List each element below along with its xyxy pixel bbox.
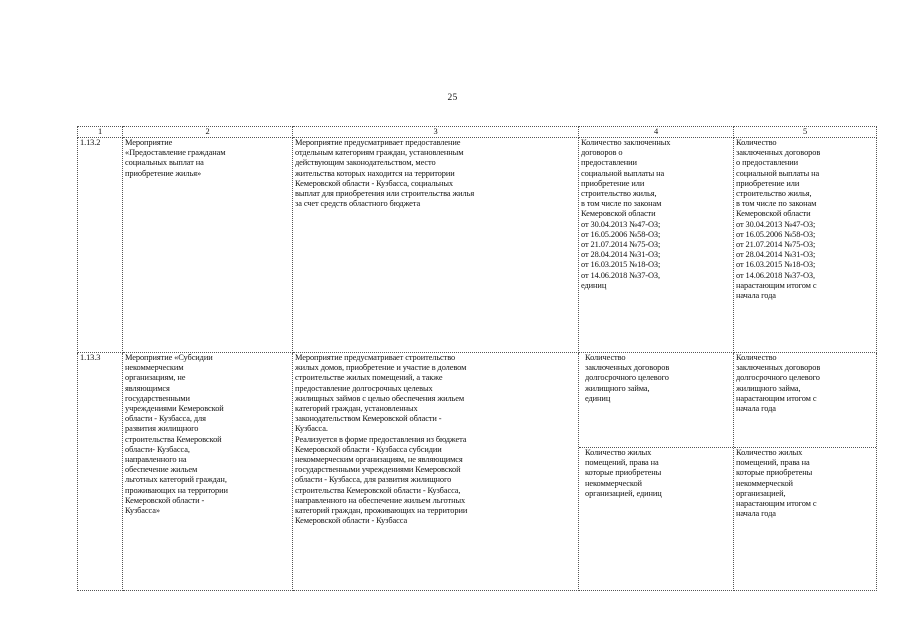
measure-name: Мероприятие «Субсидии некоммерческим организациям, не являющимся государственными учреждениями Кемеровской области - Кузбасса, для развития жилищного строительства Кемеровской области- Кузбасса, направленного на обеспечение жильем льготных категорий граждан, проживающих на территории Кемеровской области - Кузбасса» bbox=[123, 353, 293, 591]
header-cell-2: 2 bbox=[123, 127, 293, 138]
table-row bbox=[78, 138, 877, 353]
measure-description: Мероприятие предусматривает предоставление отдельным категориям граждан, установленным действующим законодательством, место жительства которых находится на территории Кемеровской области - Кузбасса, социальных выплат для приобретения или строительства жилья за счет средств областного бюджета bbox=[293, 138, 579, 353]
indicator-text: Количество жилых помещений, права на которые приобретены некоммерческой организацией, единиц bbox=[585, 448, 662, 498]
calculation-method: Количество заключенных договоров о предоставлении социальной выплаты на приобретение или строительство жилья, в том числе по законам Кемеровской области от 30.04.2013 №47-ОЗ; от 16.05.2006 №58-ОЗ; от 21.07.2014 №75-ОЗ; от 28.04.2014 №31-ОЗ; от 16.03.2015 №18-ОЗ; от 14.06.2018 №37-ОЗ, нарастающим итогом с начала года bbox=[734, 138, 877, 353]
calculation-method-cell bbox=[734, 353, 877, 591]
indicator-text: Количество заключенных договоров долгосрочного целевого жилищного займа, единиц bbox=[579, 353, 733, 448]
header-cell-4: 4 bbox=[579, 127, 734, 138]
row-number: 1.13.3 bbox=[78, 353, 123, 591]
measure-name: Мероприятие «Предоставление гражданам социальных выплат на приобретение жилья» bbox=[123, 138, 293, 353]
table-row bbox=[78, 353, 877, 591]
page-number: 25 bbox=[447, 93, 458, 103]
calculation-method: Количество заключенных договоров долгосрочного целевого жилищного займа, нарастающим итогом с начала года bbox=[734, 353, 876, 448]
header-cell-1: 1 bbox=[78, 127, 123, 138]
measure-description: Мероприятие предусматривает строительство жилых домов, приобретение и участие в долевом строительстве жилых помещений, а также предоставление долгосрочных целевых жилищных займов с целью обеспечения жильем категорий граждан, установленных законодательством Кемеровской области - Кузбасса. Реализуется в форме предоставления из бюджета Кемеровской области - Кузбасса субсидии некоммерческим организациям, не являющимся государственными учреждениями Кемеровской области - Кузбасса, для развития жилищного строительства Кемеровской области - Кузбасса, направленного на обеспечение жильем льготных категорий граждан, проживающих на территории Кемеровской области - Кузбасса bbox=[293, 353, 579, 591]
row-number: 1.13.2 bbox=[78, 138, 123, 353]
table-header-row bbox=[78, 127, 877, 138]
indicator-text: Количество заключенных договоров о предоставлении социальной выплаты на приобретение или строительство жилья, в том числе по законам Кемеровской области от 30.04.2013 №47-ОЗ; от 16.05.2006 №58-ОЗ; от 21.07.2014 №75-ОЗ; от 28.04.2014 №31-ОЗ; от 16.03.2015 №18-ОЗ; от 14.06.2018 №37-ОЗ, единиц bbox=[579, 138, 734, 353]
calculation-method: Количество жилых помещений, права на которые приобретены некоммерческой организацией, нарастающим итогом с начала года bbox=[736, 448, 817, 519]
header-cell-3: 3 bbox=[293, 127, 579, 138]
header-cell-5: 5 bbox=[734, 127, 877, 138]
data-table bbox=[77, 126, 877, 591]
indicator-cell bbox=[579, 353, 734, 591]
